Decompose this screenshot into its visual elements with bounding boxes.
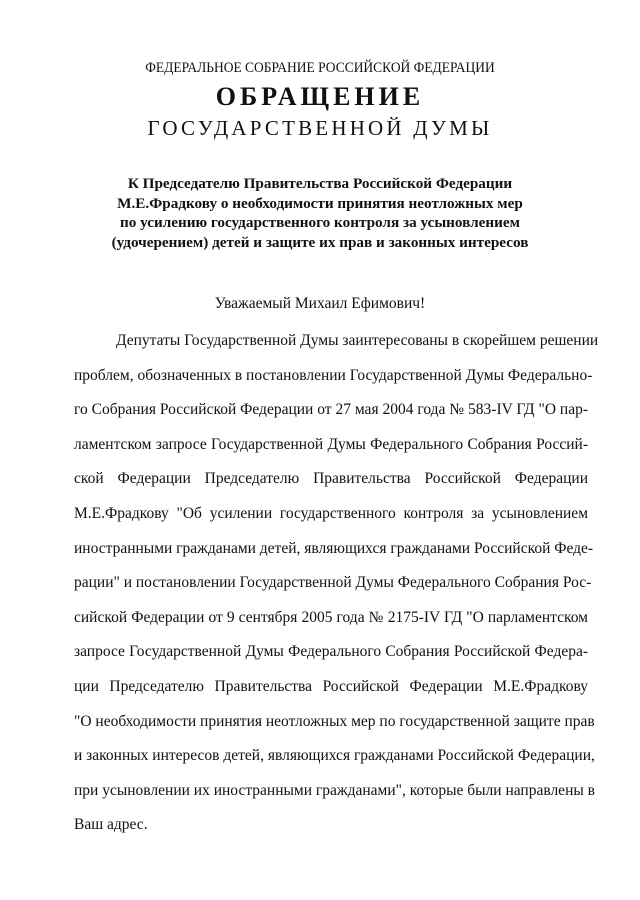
body-line: рации" и постановлении Государственной Думы Федерального Собрания Рос- (74, 574, 592, 592)
addressee-line: М.Е.Фрадкову о необходимости принятия неотложных мер (117, 194, 523, 212)
assembly-header: ФЕДЕРАЛЬНОЕ СОБРАНИЕ РОССИЙСКОЙ ФЕДЕРАЦИИ (145, 60, 495, 76)
body-line: ской Федерации Председателю Правительства Российской Федерации (74, 470, 588, 488)
document-title: ОБРАЩЕНИЕ (215, 82, 425, 111)
body-line: проблем, обозначенных в постановлении Государственной Думы Федерально- (74, 366, 593, 384)
addressee-line: (удочерением) детей и защите их прав и законных интересов (111, 233, 529, 251)
body-line: ламентском запросе Государственной Думы Федерального Собрания Россий- (74, 435, 588, 453)
body-line: "О необходимости принятия неотложных мер по государственной защите прав (74, 712, 595, 730)
body-paragraph (74, 331, 599, 850)
greeting: Уважаемый Михаил Ефимович! (214, 295, 426, 312)
body-line: го Собрания Российской Федерации от 27 мая 2004 года № 583-IV ГД "О пар- (74, 401, 588, 419)
body-line: и законных интересов детей, являющихся гражданами Российской Федерации, (74, 747, 595, 765)
addressee-line: К Председателю Правительства Российской Федерации (127, 175, 513, 192)
document-subtitle: ГОСУДАРСТВЕННОЙ ДУМЫ (147, 116, 493, 140)
addressee-line: по усилению государственного контроля за усыновлением (119, 214, 521, 231)
body-line: Ваш адрес. (74, 816, 148, 834)
addressee-block (0, 174, 640, 252)
body-line: иностранными гражданами детей, являющихся гражданами Российской Феде- (74, 539, 594, 557)
body-line: запросе Государственной Думы Федерального Собрания Российской Федера- (74, 643, 588, 661)
body-line: сийской Федерации от 9 сентября 2005 года № 2175-IV ГД "О парламентском (74, 608, 588, 626)
body-line: при усыновлении их иностранными гражданами", которые были направлены в (74, 781, 595, 799)
body-line: Депутаты Государственной Думы заинтересованы в скорейшем решении (116, 332, 599, 349)
body-line: М.Е.Фрадкову "Об усилении государственного контроля за усыновлением (74, 504, 588, 522)
body-line: ции Председателю Правительства Российской Федерации М.Е.Фрадкову (74, 677, 588, 695)
